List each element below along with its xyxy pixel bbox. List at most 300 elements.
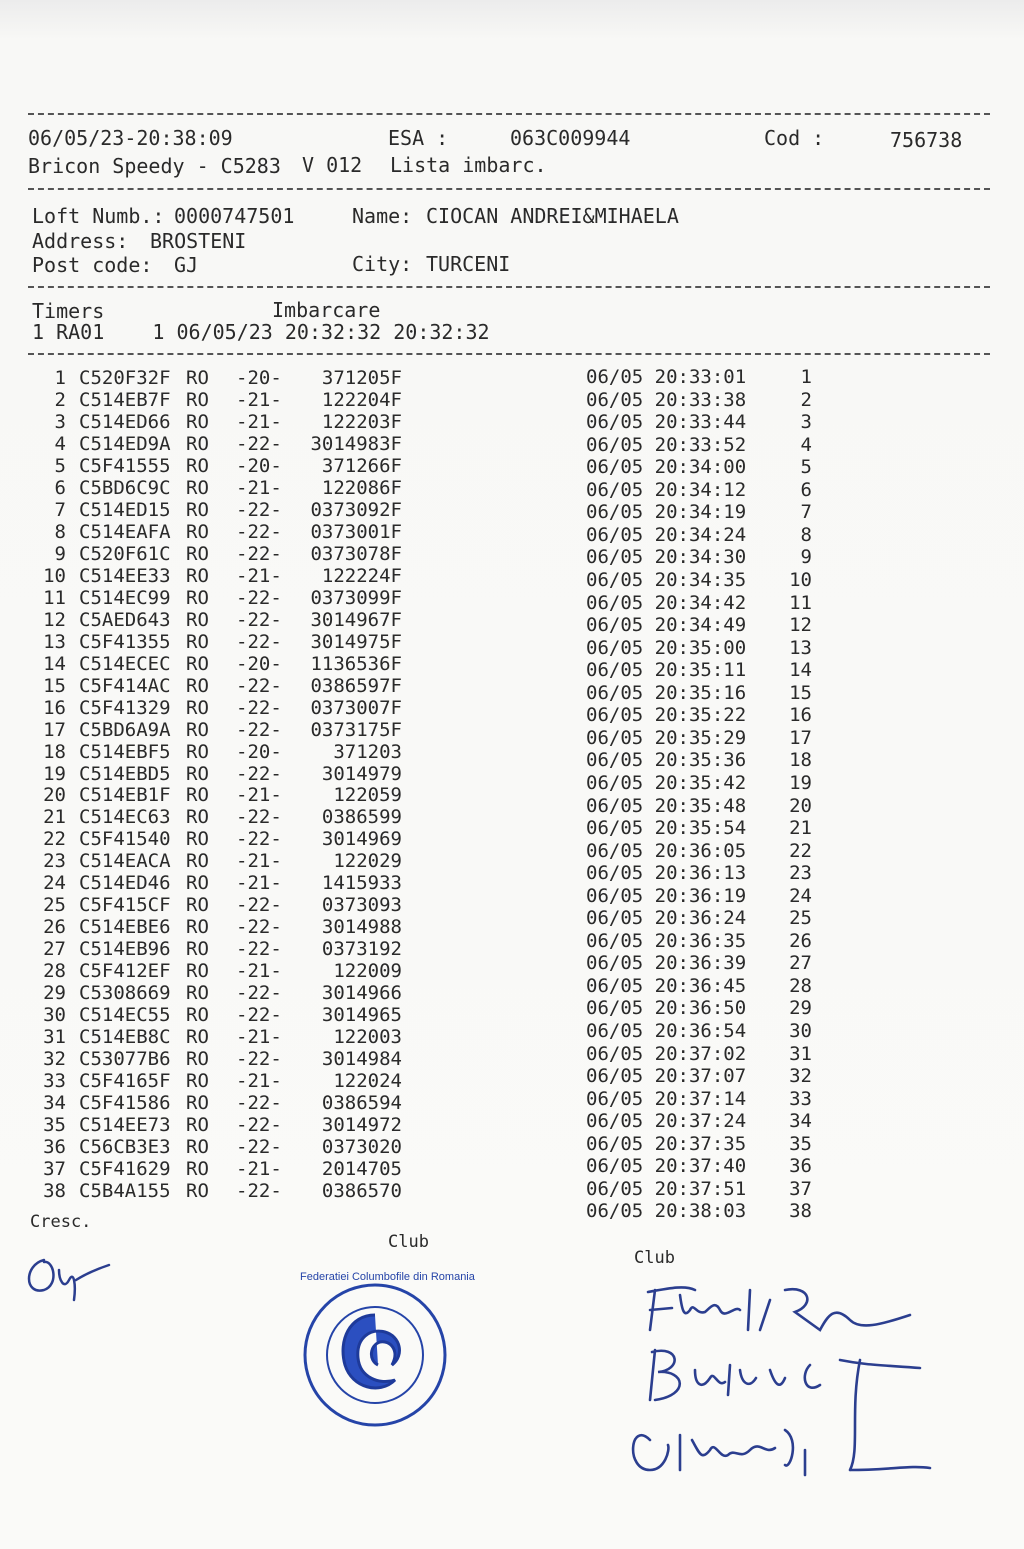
bird-chip-id: C514ED9A	[79, 432, 171, 455]
bird-country: RO	[186, 784, 209, 807]
arrival-row	[586, 749, 826, 771]
bird-index: 6	[54, 476, 66, 499]
arrival-rank: 14	[789, 659, 812, 682]
bird-index: 2	[54, 389, 66, 411]
bird-row	[0, 872, 420, 894]
bird-chip-id: C5BD6A9A	[79, 718, 171, 741]
arrival-time: 06/05 20:34:49	[586, 614, 747, 636]
arrival-rank: 5	[800, 456, 812, 479]
bird-index: 18	[43, 740, 66, 763]
bird-ring-number: 1136536F	[310, 652, 402, 675]
arrival-rank: 18	[789, 749, 812, 772]
arrival-row	[586, 795, 826, 817]
firmware-version: V 012	[302, 153, 363, 177]
bird-ring-number: 122003	[333, 1026, 402, 1049]
arrival-row	[586, 817, 826, 839]
bird-ring-number: 3014984	[321, 1048, 402, 1071]
bird-index: 17	[43, 718, 66, 741]
divider-line	[28, 353, 990, 355]
bird-chip-id: C514EACA	[79, 850, 171, 873]
bird-chip-id: C5F4165F	[79, 1070, 171, 1092]
bird-row	[0, 389, 420, 411]
bird-ring-number: 1415933	[321, 872, 402, 895]
club-signatures	[610, 1270, 940, 1500]
bird-year: -22-	[236, 674, 282, 697]
bird-ring-number: 122029	[333, 850, 402, 873]
bird-index: 21	[43, 806, 66, 829]
bird-row	[0, 1136, 420, 1158]
bird-year: -22-	[236, 1135, 282, 1158]
bird-row	[0, 609, 420, 631]
bird-year: -21-	[236, 410, 282, 433]
bird-chip-id: C514EB8C	[79, 1026, 171, 1049]
arrival-rank: 26	[789, 929, 812, 952]
arrival-row	[586, 569, 826, 591]
bird-chip-id: C5F415CF	[79, 894, 171, 917]
bird-index: 14	[43, 652, 66, 675]
bird-chip-id: C514EC55	[79, 1004, 171, 1027]
cod-label: Cod :	[764, 126, 825, 150]
bird-country: RO	[186, 542, 209, 565]
bird-row	[0, 1092, 420, 1114]
arrival-rank: 23	[789, 862, 812, 885]
bird-country: RO	[186, 454, 209, 477]
bird-row	[0, 1004, 420, 1026]
bird-chip-id: C5F41555	[79, 454, 171, 477]
bird-index: 28	[43, 960, 66, 983]
bird-country: RO	[186, 432, 209, 455]
bird-country: RO	[186, 938, 209, 961]
bird-country: RO	[186, 696, 209, 719]
arrival-time: 06/05 20:36:45	[586, 974, 747, 997]
bird-year: -22-	[236, 828, 282, 851]
bird-ring-number: 371266F	[321, 454, 402, 477]
bird-ring-number: 0373099F	[310, 586, 402, 609]
arrival-rank: 9	[800, 546, 812, 569]
bird-year: -21-	[236, 1157, 282, 1180]
bird-country: RO	[186, 564, 209, 587]
bird-row	[0, 828, 420, 850]
arrival-row	[586, 930, 826, 952]
arrival-time: 06/05 20:35:36	[586, 749, 747, 772]
bird-year: -22-	[236, 696, 282, 719]
arrival-row	[586, 546, 826, 568]
arrival-time: 06/05 20:33:52	[586, 433, 747, 456]
bird-ring-number: 0373020	[321, 1135, 402, 1158]
arrival-rank: 36	[789, 1155, 812, 1178]
bird-year: -22-	[236, 630, 282, 653]
bird-chip-id: C514EBD5	[79, 762, 171, 785]
arrival-row	[586, 907, 826, 929]
arrival-time: 06/05 20:36:05	[586, 839, 747, 862]
bird-index: 37	[43, 1157, 66, 1180]
bird-chip-id: C520F32F	[79, 367, 171, 389]
bird-ring-number: 122024	[333, 1070, 402, 1092]
arrival-rank: 17	[789, 726, 812, 749]
arrival-rank: 24	[789, 884, 812, 907]
arrival-row	[586, 862, 826, 884]
print-datetime: 06/05/23-20:38:09	[28, 126, 233, 150]
bird-chip-id: C520F61C	[79, 542, 171, 565]
arrival-time: 06/05 20:35:00	[586, 636, 747, 659]
bird-country: RO	[186, 894, 209, 917]
arrival-time: 06/05 20:38:03	[586, 1200, 747, 1223]
arrival-rank: 10	[789, 569, 812, 591]
bird-country: RO	[186, 1157, 209, 1180]
bird-row	[0, 806, 420, 828]
arrival-time: 06/05 20:36:39	[586, 952, 747, 975]
arrival-row	[586, 975, 826, 997]
bird-chip-id: C514EB7F	[79, 389, 171, 411]
bird-row	[0, 631, 420, 653]
bird-country: RO	[186, 586, 209, 609]
bird-chip-id: C514EBE6	[79, 916, 171, 939]
bird-ring-number: 122203F	[321, 410, 402, 433]
bird-year: -21-	[236, 476, 282, 499]
bird-year: -22-	[236, 982, 282, 1005]
bird-ring-number: 122009	[333, 960, 402, 983]
arrival-time: 06/05 20:34:35	[586, 569, 747, 591]
arrival-time: 06/05 20:37:02	[586, 1042, 747, 1065]
bird-chip-id: C5F41355	[79, 630, 171, 653]
arrival-time: 06/05 20:34:42	[586, 591, 747, 614]
bird-country: RO	[186, 1048, 209, 1071]
arrival-row	[586, 1043, 826, 1065]
divider-line	[28, 286, 990, 288]
bird-country: RO	[186, 410, 209, 433]
bird-index: 27	[43, 938, 66, 961]
arrival-row	[586, 840, 826, 862]
bird-year: -20-	[236, 367, 282, 389]
bird-index: 20	[43, 784, 66, 807]
bird-chip-id: C5F414AC	[79, 674, 171, 697]
arrival-row	[586, 885, 826, 907]
club-label-2: Club	[634, 1248, 675, 1268]
bird-index: 7	[54, 498, 66, 521]
bird-country: RO	[186, 674, 209, 697]
bird-row	[0, 1070, 420, 1092]
arrival-row	[586, 1155, 826, 1177]
bird-index: 38	[43, 1179, 66, 1202]
bird-row	[0, 477, 420, 499]
bird-year: -21-	[236, 960, 282, 983]
bird-chip-id: C5F412EF	[79, 960, 171, 983]
bird-chip-id: C514EC99	[79, 586, 171, 609]
bird-country: RO	[186, 1135, 209, 1158]
bird-index: 35	[43, 1114, 66, 1136]
arrival-row	[586, 727, 826, 749]
bird-year: -22-	[236, 498, 282, 521]
bird-year: -21-	[236, 850, 282, 873]
arrival-time: 06/05 20:36:35	[586, 929, 747, 952]
divider-line	[28, 188, 990, 190]
bird-index: 33	[43, 1070, 66, 1092]
bird-ring-number: 0373007F	[310, 696, 402, 719]
arrival-time: 06/05 20:34:12	[586, 478, 747, 501]
bird-year: -21-	[236, 784, 282, 807]
arrival-time: 06/05 20:37:40	[586, 1155, 747, 1178]
bird-chip-id: C53077B6	[79, 1048, 171, 1071]
arrival-time: 06/05 20:37:14	[586, 1087, 747, 1110]
bird-chip-id: C514ECEC	[79, 652, 171, 675]
bird-country: RO	[186, 608, 209, 631]
arrival-row	[586, 366, 826, 388]
bird-year: -21-	[236, 389, 282, 411]
post-code-value: GJ	[174, 253, 199, 277]
bird-index: 8	[54, 520, 66, 543]
arrival-rank: 27	[789, 952, 812, 975]
arrival-time: 06/05 20:34:00	[586, 456, 747, 479]
bird-year: -21-	[236, 564, 282, 587]
arrival-rank: 35	[789, 1132, 812, 1155]
bird-country: RO	[186, 960, 209, 983]
bird-row	[0, 411, 420, 433]
bird-year: -22-	[236, 1004, 282, 1027]
arrival-time: 06/05 20:36:19	[586, 884, 747, 907]
city-label: City:	[352, 252, 413, 276]
bird-index: 19	[43, 762, 66, 785]
bird-chip-id: C514EAFA	[79, 520, 171, 543]
device-name: Bricon Speedy - C5283	[28, 154, 281, 178]
bird-year: -22-	[236, 542, 282, 565]
bird-index: 32	[43, 1048, 66, 1071]
bird-chip-id: C514EE33	[79, 564, 171, 587]
bird-index: 10	[43, 564, 66, 587]
bird-ring-number: 0386599	[321, 806, 402, 829]
bird-ring-number: 3014969	[321, 828, 402, 851]
arrival-time: 06/05 20:35:42	[586, 771, 747, 794]
bird-row	[0, 499, 420, 521]
bird-row	[0, 433, 420, 455]
bird-row	[0, 741, 420, 763]
arrival-rank: 6	[800, 478, 812, 501]
bird-chip-id: C5AED643	[79, 608, 171, 631]
bird-country: RO	[186, 1092, 209, 1114]
bird-year: -21-	[236, 872, 282, 895]
arrival-row	[586, 1178, 826, 1200]
arrival-rank: 3	[800, 411, 812, 434]
arrival-rank: 33	[789, 1087, 812, 1110]
bird-row	[0, 938, 420, 960]
bird-row	[0, 784, 420, 806]
arrival-rank: 31	[789, 1042, 812, 1065]
bird-country: RO	[186, 652, 209, 675]
bird-year: -20-	[236, 740, 282, 763]
arrival-time: 06/05 20:33:01	[586, 366, 747, 388]
bird-chip-id: C56CB3E3	[79, 1135, 171, 1158]
arrival-time: 06/05 20:36:54	[586, 1020, 747, 1042]
arrival-row	[586, 1088, 826, 1110]
bird-ring-number: 122059	[333, 784, 402, 807]
arrival-row	[586, 1133, 826, 1155]
arrival-row	[586, 456, 826, 478]
bird-ring-number: 3014975F	[310, 630, 402, 653]
arrival-time: 06/05 20:35:54	[586, 817, 747, 839]
bird-ring-number: 122086F	[321, 476, 402, 499]
bird-year: -22-	[236, 1114, 282, 1136]
bird-index: 36	[43, 1135, 66, 1158]
bird-year: -20-	[236, 652, 282, 675]
bird-ring-number: 2014705	[321, 1157, 402, 1180]
bird-row	[0, 653, 420, 675]
name-value: CIOCAN ANDREI&MIHAELA	[426, 204, 679, 228]
arrival-rank: 29	[789, 997, 812, 1020]
bird-country: RO	[186, 850, 209, 873]
arrival-rank: 32	[789, 1065, 812, 1088]
bird-chip-id: C514EC63	[79, 806, 171, 829]
bird-year: -22-	[236, 938, 282, 961]
arrival-rank: 20	[789, 794, 812, 817]
arrival-rank: 13	[789, 636, 812, 659]
arrival-rank: 2	[800, 388, 812, 411]
bird-chip-id: C514ED15	[79, 498, 171, 521]
bird-row	[0, 1026, 420, 1048]
arrival-time: 06/05 20:34:19	[586, 501, 747, 524]
bird-year: -22-	[236, 1048, 282, 1071]
arrival-time: 06/05 20:37:51	[586, 1177, 747, 1200]
bird-index: 22	[43, 828, 66, 851]
bird-ring-number: 371203	[333, 740, 402, 763]
esa-value: 063C009944	[510, 126, 631, 150]
esa-label: ESA :	[388, 126, 449, 150]
arrival-time: 06/05 20:37:07	[586, 1065, 747, 1088]
arrival-rank: 34	[789, 1110, 812, 1133]
bird-country: RO	[186, 367, 209, 389]
bird-row	[0, 719, 420, 741]
bird-country: RO	[186, 1179, 209, 1202]
arrival-time: 06/05 20:35:48	[586, 794, 747, 817]
arrival-time: 06/05 20:36:50	[586, 997, 747, 1020]
bird-index: 24	[43, 872, 66, 895]
arrival-rank: 7	[800, 501, 812, 524]
bird-chip-id: C5BD6C9C	[79, 476, 171, 499]
bird-country: RO	[186, 389, 209, 411]
bird-row	[0, 521, 420, 543]
bird-country: RO	[186, 1004, 209, 1027]
bird-row	[0, 587, 420, 609]
arrival-row	[586, 659, 826, 681]
bird-row	[0, 697, 420, 719]
arrival-rank: 12	[789, 614, 812, 636]
bird-year: -22-	[236, 1179, 282, 1202]
arrival-time: 06/05 20:35:29	[586, 726, 747, 749]
bird-year: -22-	[236, 806, 282, 829]
bird-ring-number: 0386597F	[310, 674, 402, 697]
bird-row	[0, 960, 420, 982]
bird-year: -22-	[236, 718, 282, 741]
bird-ring-number: 0386594	[321, 1092, 402, 1114]
bird-index: 26	[43, 916, 66, 939]
bird-ring-number: 3014967F	[310, 608, 402, 631]
bird-index: 34	[43, 1092, 66, 1114]
arrival-rank: 11	[789, 591, 812, 614]
arrival-rank: 22	[789, 839, 812, 862]
arrival-rank: 38	[789, 1200, 812, 1223]
bird-index: 3	[54, 410, 66, 433]
bird-chip-id: C5F41540	[79, 828, 171, 851]
bird-country: RO	[186, 630, 209, 653]
bird-row	[0, 455, 420, 477]
arrival-row	[586, 952, 826, 974]
bird-chip-id: C5F41586	[79, 1092, 171, 1114]
bird-country: RO	[186, 916, 209, 939]
arrival-row	[586, 637, 826, 659]
arrival-row	[586, 389, 826, 411]
bird-row	[0, 1158, 420, 1180]
bird-chip-id: C5F41329	[79, 696, 171, 719]
bird-index: 13	[43, 630, 66, 653]
bird-chip-id: C514ED46	[79, 872, 171, 895]
bird-row	[0, 850, 420, 872]
arrival-row	[586, 1110, 826, 1132]
club-label: Club	[388, 1232, 429, 1252]
bird-ring-number: 0373001F	[310, 520, 402, 543]
arrival-row	[586, 1065, 826, 1087]
bird-ring-number: 0373175F	[310, 718, 402, 741]
bird-chip-id: C5F41629	[79, 1157, 171, 1180]
bird-ring-number: 0373093	[321, 894, 402, 917]
bird-country: RO	[186, 1026, 209, 1049]
bird-index: 30	[43, 1004, 66, 1027]
timers-label: Timers	[32, 299, 105, 323]
arrival-time: 06/05 20:33:38	[586, 388, 747, 411]
bird-year: -21-	[236, 1070, 282, 1092]
bird-country: RO	[186, 806, 209, 829]
loft-number-label: Loft Numb.:	[32, 204, 165, 228]
bird-year: -22-	[236, 432, 282, 455]
bird-chip-id: C5308669	[79, 982, 171, 1005]
bird-index: 25	[43, 894, 66, 917]
bird-ring-number: 0386570	[321, 1179, 402, 1202]
arrival-rank: 30	[789, 1020, 812, 1042]
bird-ring-number: 0373192	[321, 938, 402, 961]
bird-index: 11	[43, 586, 66, 609]
arrival-time: 06/05 20:37:24	[586, 1110, 747, 1133]
bird-index: 5	[54, 454, 66, 477]
bird-row	[0, 894, 420, 916]
arrival-rank: 21	[789, 817, 812, 839]
breeder-label: Cresc.	[30, 1212, 92, 1232]
bird-country: RO	[186, 982, 209, 1005]
bird-country: RO	[186, 520, 209, 543]
arrival-time: 06/05 20:36:13	[586, 862, 747, 885]
bird-row	[0, 1114, 420, 1136]
bird-index: 12	[43, 608, 66, 631]
arrival-rank: 28	[789, 974, 812, 997]
bird-ring-number: 3014966	[321, 982, 402, 1005]
bird-year: -22-	[236, 586, 282, 609]
arrival-rank: 4	[800, 433, 812, 456]
bird-row	[0, 916, 420, 938]
bird-row	[0, 1048, 420, 1070]
arrival-row	[586, 614, 826, 636]
arrival-time: 06/05 20:35:22	[586, 704, 747, 727]
bird-country: RO	[186, 718, 209, 741]
arrival-rank: 1	[800, 366, 812, 388]
bird-row	[0, 675, 420, 697]
bird-row	[0, 367, 420, 389]
address-label: Address:	[32, 229, 129, 253]
arrival-time: 06/05 20:33:44	[586, 411, 747, 434]
arrival-row	[586, 479, 826, 501]
bird-ring-number: 3014965	[321, 1004, 402, 1027]
bird-year: -22-	[236, 762, 282, 785]
address-value: BROSTENI	[150, 229, 247, 253]
bird-ring-number: 0373092F	[310, 498, 402, 521]
bird-ring-number: 3014983F	[310, 432, 402, 455]
bird-year: -22-	[236, 894, 282, 917]
arrival-time: 06/05 20:37:35	[586, 1132, 747, 1155]
